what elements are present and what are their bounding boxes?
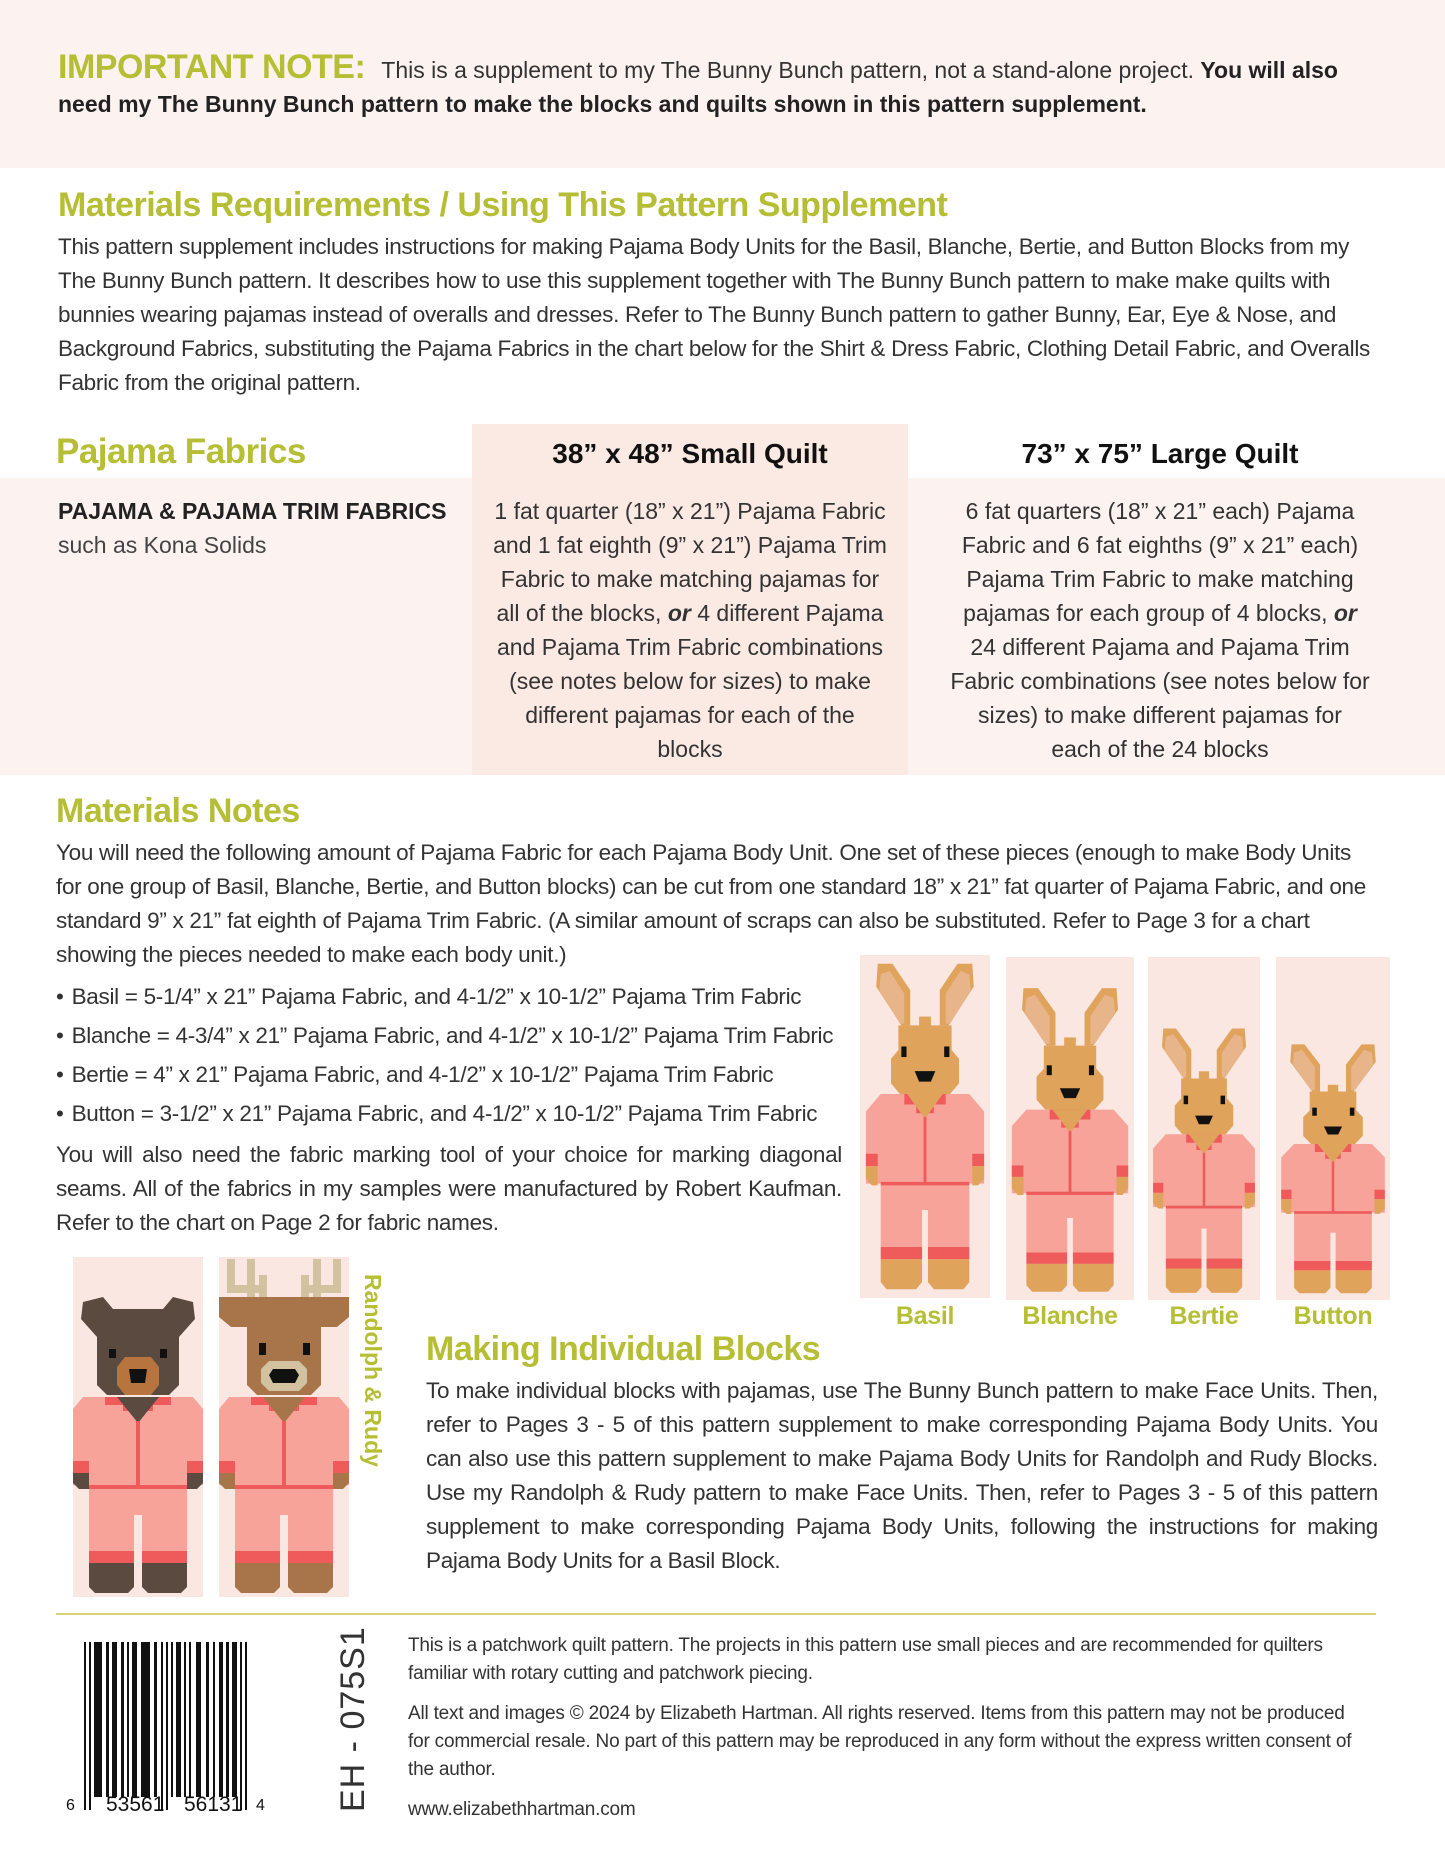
important-note-text: This is a supplement to my The Bunny Bunch pattern, not a stand-alone project. (381, 57, 1194, 83)
important-note-banner (0, 0, 1445, 168)
fabric-suggestion: such as Kona Solids (58, 532, 267, 558)
or-emphasis: or (1333, 600, 1357, 626)
bertie-block-illustration (1148, 957, 1260, 1300)
randolph-rudy-label-text: Randolph & Rudy (360, 1274, 386, 1467)
column-header-large-quilt: 73” x 75” Large Quilt (1021, 438, 1299, 469)
making-blocks-body: To make individual blocks with pajamas, use The Bunny Bunch pattern to make Face Units. Then, refer to Pages 3 - 5 of this pattern supplement to make corresponding Pajama Body Units. You can also use this pattern supplement to make Pajama Body Units for Randolph and Rudy Blocks. Use my Randolph & Rudy pattern to make Face Units. Then, refer to Pages 3 - 5 of this pattern supplement to make corresponding Pajama Body Units, following the instructions for making Pajama Body Units for a Basil Block. (426, 1378, 1378, 1573)
fabric-name: PAJAMA & PAJAMA TRIM FABRICS (58, 498, 447, 524)
important-note-label: IMPORTANT NOTE: (58, 48, 366, 86)
list-item: • Bertie = 4” x 21” Pajama Fabric, and 4-1/2” x 10-1/2” Pajama Trim Fabric (56, 1055, 876, 1094)
barcode-digits-left: 53561 (106, 1793, 165, 1816)
footer-disclaimer: This is a patchwork quilt pattern. The projects in this pattern use small pieces and are recommended for quilters familiar with rotary cutting and patchwork piecing. (408, 1635, 1323, 1684)
rudy-deer-illustration (219, 1257, 349, 1597)
table-cell-small-quilt (490, 494, 890, 766)
basil-label: Basil (895, 1302, 955, 1330)
materials-notes-outro: You will also need the fabric marking tool of your choice for marking diagonal seams. All of the fabrics in my samples were manufactured by Robert Kaufman. Refer to the chart on Page 2 for fabric names. (56, 1142, 842, 1235)
blanche-block-illustration (1006, 957, 1134, 1300)
cell-text: 4 different Pajama and Pajama Trim Fabric combinations (see notes below for sizes) to make different pajamas for each of the blocks (496, 600, 884, 762)
barcode-digit-first: 6 (66, 1797, 75, 1814)
barcode-digit-last: 4 (256, 1797, 265, 1814)
cell-text: 6 fat quarters (18” x 21” each) Pajama Fabric and 6 fat eighths (9” x 21” each) Pajama Trim Fabric to make matching pajamas for each group of 4 blocks, (961, 498, 1359, 626)
bertie-label: Bertie (1169, 1302, 1239, 1330)
materials-requirements-heading: Materials Requirements / Using This Pattern Supplement (58, 186, 948, 224)
barcode-digits-right: 56131 (184, 1793, 243, 1816)
blanche-label: Blanche (1022, 1302, 1118, 1330)
column-header-small-quilt: 38” x 48” Small Quilt (552, 438, 828, 469)
footer-text (408, 1632, 1368, 1836)
important-note-bold-text: You will also need my The Bunny Bunch pattern to make the blocks and quilts shown in this pattern supplement. (58, 57, 1338, 117)
table-row-label (58, 494, 446, 562)
footer-divider (56, 1613, 1376, 1615)
pajama-fabrics-heading: Pajama Fabrics (56, 432, 306, 471)
footer-copyright: All text and images © 2024 by Elizabeth Hartman. All rights reserved. Items from this pattern may not be produced for commercial resale. No part of this pattern may be reproduced in any form without the express written consent of the author. (408, 1703, 1352, 1780)
making-blocks-heading: Making Individual Blocks (426, 1330, 821, 1368)
list-item: • Basil = 5-1/4” x 21” Pajama Fabric, and 4-1/2” x 10-1/2” Pajama Trim Fabric (56, 977, 876, 1016)
list-item: • Button = 3-1/2” x 21” Pajama Fabric, and 4-1/2” x 10-1/2” Pajama Trim Fabric (56, 1094, 876, 1133)
button-label: Button (1293, 1302, 1373, 1330)
product-sku (334, 1626, 380, 1820)
or-emphasis: or (667, 600, 691, 626)
button-block-illustration (1276, 957, 1390, 1300)
basil-block-illustration (860, 955, 990, 1298)
footer-website-link[interactable]: www.elizabethhartman.com (408, 1799, 636, 1820)
table-cell-large-quilt (950, 494, 1370, 766)
sku-text: EH - 075S1 (334, 1626, 372, 1812)
cell-text: 24 different Pajama and Pajama Trim Fabric combinations (see notes below for sizes) to make different pajamas for each of the 24 blocks (950, 634, 1370, 762)
fabric-sizes-list (56, 977, 876, 1133)
materials-requirements-body: This pattern supplement includes instructions for making Pajama Body Units for the Basil, Blanche, Bertie, and Button Blocks from my The Bunny Bunch pattern. It describes how to use this supplement together with The Bunny Bunch pattern to make make quilts with bunnies wearing pajamas instead of overalls and dresses. Refer to The Bunny Bunch pattern to gather Bunny, Ear, Eye & Nose, and Background Fabrics, substituting the Pajama Fabrics in the chart below for the Shirt & Dress Fabric, Clothing Detail Fabric, and Overalls Fabric from the original pattern. (58, 234, 1370, 395)
randolph-bear-illustration (73, 1257, 203, 1597)
materials-notes-heading: Materials Notes (56, 792, 300, 830)
cell-text: 1 fat quarter (18” x 21”) Pajama Fabric and 1 fat eighth (9” x 21”) Pajama Trim Fabric to make matching pajamas for all of the blocks, (493, 498, 887, 626)
materials-notes-intro: You will need the following amount of Pajama Fabric for each Pajama Body Unit. One set of these pieces (enough to make Body Units for one group of Basil, Blanche, Bertie, and Button blocks) can be cut from one standard 18” x 21” fat quarter of Pajama Fabric, and one standard 9” x 21” fat eighth of Pajama Trim Fabric. (A similar amount of scraps can also be substituted. Refer to Page 3 for a chart showing the pieces needed to make each body unit.) (56, 840, 1366, 967)
list-item: • Blanche = 4-3/4” x 21” Pajama Fabric, and 4-1/2” x 10-1/2” Pajama Trim Fabric (56, 1016, 876, 1055)
barcode (66, 1640, 266, 1815)
randolph-rudy-label (354, 1274, 394, 1467)
